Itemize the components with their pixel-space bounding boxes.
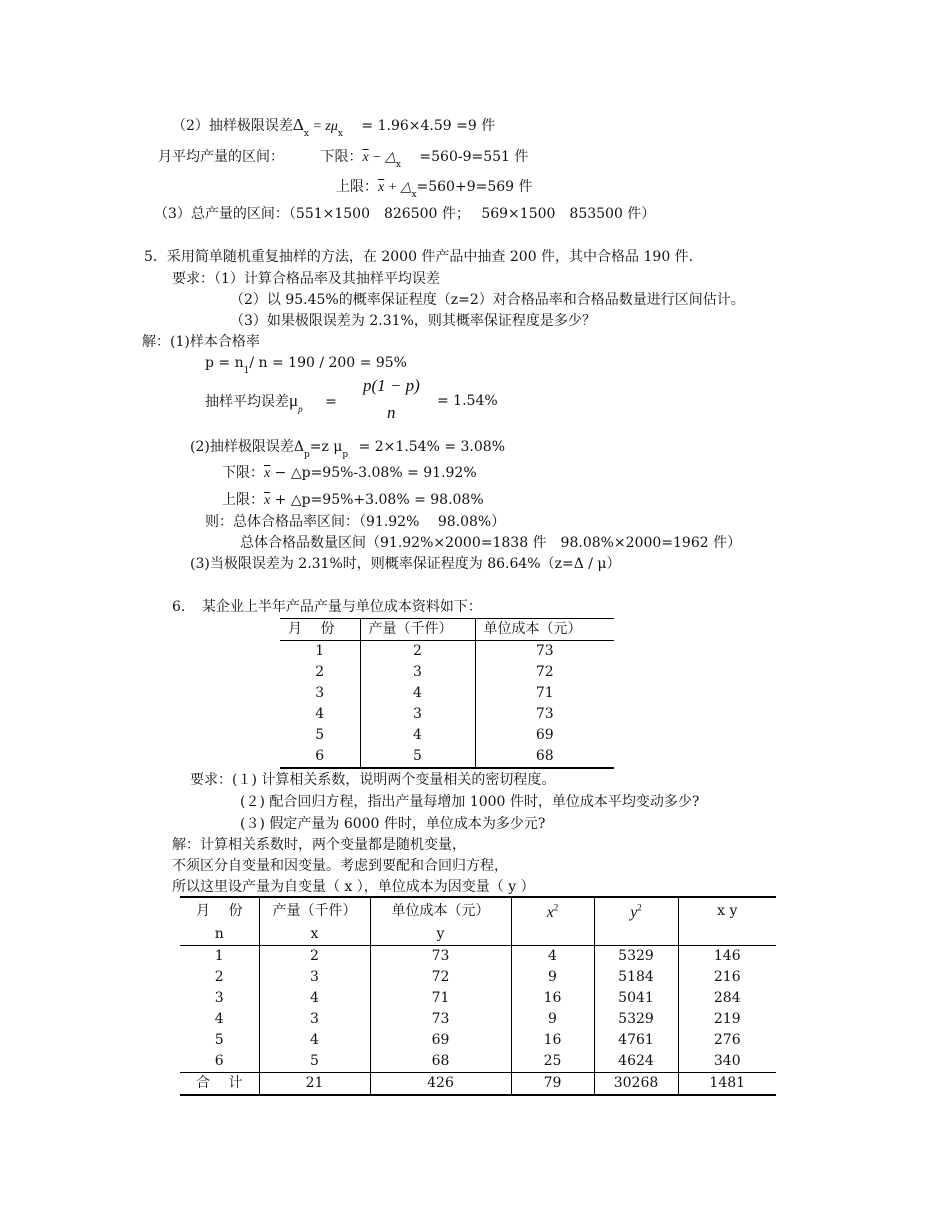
formula: = zμ — [308, 119, 338, 134]
cell: 5329 — [594, 1009, 678, 1030]
cell: 2 — [259, 946, 370, 968]
cell: 5 — [259, 1051, 370, 1073]
value: =560-9=551 件 — [419, 149, 529, 165]
cell: 21 — [259, 1073, 370, 1096]
cell: 2 — [360, 641, 475, 663]
problem5-req1: 要求：（1）计算合格品率及其抽样平均误差 — [172, 271, 440, 287]
col-header-y2 — [594, 897, 678, 924]
monthly-interval-line — [158, 148, 528, 168]
table-row — [280, 704, 614, 725]
cell: 4 — [259, 1030, 370, 1051]
table-row — [280, 641, 614, 663]
cell: 5 — [360, 746, 475, 768]
col-header: 产量（千件） — [259, 897, 370, 924]
cell: 6 — [214, 1053, 224, 1070]
xbar: $\overline{x}$ — [264, 466, 271, 481]
col-header: 单位成本（元） — [370, 897, 511, 924]
cell: 4 — [259, 988, 370, 1009]
col-header: 月 份 — [280, 619, 360, 641]
cell: 3 — [315, 685, 325, 701]
label: (2)抽样极限误差Δ — [190, 439, 304, 455]
cell: 216 — [678, 967, 776, 988]
cell: 2 — [214, 969, 224, 986]
data-table-1 — [280, 618, 614, 769]
label: 上限： — [222, 492, 264, 508]
cell: 3 — [259, 1009, 370, 1030]
subheader — [594, 924, 678, 946]
label: 抽样平均误差 — [205, 394, 289, 410]
cell: 68 — [370, 1051, 511, 1073]
problem6-req3: (３) 假定产量为 6000 件时，单位成本为多少元? — [240, 816, 546, 832]
cell: 4 — [360, 683, 475, 704]
label: （2）抽样极限误差 — [172, 118, 293, 134]
problem6-req2: (２) 配合回归方程，指出产量每增加 1000 件时，单位成本平均变动多少? — [240, 794, 700, 810]
subscript: x — [337, 129, 343, 139]
sample-rate-formula — [205, 354, 407, 374]
table-row — [280, 683, 614, 704]
col-header: 产量（千件） — [360, 619, 475, 641]
y-label: y — [630, 904, 638, 922]
cell: 1 — [214, 948, 224, 965]
cell: 3 — [360, 704, 475, 725]
subheader: y — [370, 924, 511, 946]
problem6-statement: 6． 某企业上半年产品产量与单位成本资料如下： — [172, 599, 482, 615]
cell: 71 — [370, 988, 511, 1009]
cell: 4761 — [594, 1030, 678, 1051]
xbar: $\overline{x}$ — [264, 493, 271, 508]
cell: 5184 — [594, 967, 678, 988]
formula-part: p = n — [205, 355, 244, 371]
subscript: x — [411, 190, 417, 200]
cell: 9 — [511, 1009, 594, 1030]
formula-part: / n = 190 / 200 = 95% — [249, 355, 407, 371]
subheader: x — [259, 924, 370, 946]
cell: 16 — [511, 1030, 594, 1051]
fraction-denominator: n — [387, 403, 396, 422]
cell: 340 — [678, 1051, 776, 1073]
lower-label: 下限： — [320, 149, 363, 165]
x-label: x — [546, 904, 554, 922]
cell: 3 — [360, 662, 475, 683]
formula: =z μ — [309, 439, 343, 455]
table-row — [180, 1009, 776, 1030]
upper-limit-line-p5 — [222, 491, 484, 510]
subscript: x — [395, 160, 401, 170]
subheader — [511, 924, 594, 946]
table-row — [280, 725, 614, 746]
upper-limit-line — [336, 178, 533, 198]
table-row — [180, 946, 776, 968]
cell: 9 — [511, 967, 594, 988]
total-interval-line: （3）总产量的区间：（551×1500 826500 件； 569×1500 853500 件） — [154, 206, 656, 222]
cell: 79 — [511, 1073, 594, 1096]
cell: 合 计 — [180, 1073, 259, 1096]
cell: 4 — [360, 725, 475, 746]
table-total-row — [180, 1073, 776, 1096]
table-row — [280, 662, 614, 683]
cell: 4624 — [594, 1051, 678, 1073]
cell: 16 — [511, 988, 594, 1009]
delta-symbol: Δ — [292, 115, 304, 134]
op: + △ — [384, 180, 412, 195]
subscript: x — [303, 129, 309, 139]
problem6-req1: 要求：(１) 计算相关系数，说明两个变量相关的密切程度。 — [190, 772, 556, 788]
rate-interval-line: 则：总体合格品率区间：（91.92% 98.08%） — [205, 514, 506, 530]
table-row — [280, 746, 614, 768]
label: 下限： — [222, 465, 264, 481]
subheader — [678, 924, 776, 946]
cell: 276 — [678, 1030, 776, 1051]
table-row — [180, 1051, 776, 1073]
cell: 71 — [475, 683, 614, 704]
lower-limit-line-p5 — [222, 464, 477, 483]
cell: 4 — [214, 1011, 224, 1028]
cell: 25 — [511, 1051, 594, 1073]
cell: 69 — [475, 725, 614, 746]
cell: 3 — [259, 967, 370, 988]
sampling-mean-error-line — [205, 392, 337, 412]
col-header: x y — [678, 897, 776, 924]
part3-line: (3)当极限误差为 2.31%时，则概率保证程度为 86.64%（z=Δ / μ） — [190, 556, 621, 572]
problem5-solution-head: 解：(1)样本合格率 — [142, 334, 260, 350]
subscript: p — [298, 404, 303, 414]
equals: = — [325, 394, 337, 410]
subscript: p — [303, 450, 310, 460]
col-header-x2 — [511, 897, 594, 924]
cell: 426 — [370, 1073, 511, 1096]
upper-label: 上限： — [336, 179, 378, 195]
table-row — [180, 988, 776, 1009]
data-table-2 — [180, 896, 776, 1096]
cell: 68 — [475, 746, 614, 768]
table-header-row — [280, 619, 614, 641]
count-interval-line: 总体合格品数量区间（91.92%×2000=1838 件 98.08%×2000=1962 件） — [240, 535, 742, 551]
cell: 73 — [370, 946, 511, 968]
value: − △p=95%-3.08% = 91.92% — [270, 465, 477, 481]
problem6-sol1: 解：计算相关系数时，两个变量都是随机变量， — [172, 837, 466, 853]
sampling-mean-error-value: = 1.54% — [437, 393, 498, 409]
cell: 5 — [315, 727, 325, 743]
value: + △p=95%+3.08% = 98.08% — [270, 492, 484, 508]
value: = 2×1.54% = 3.08% — [358, 439, 505, 455]
table-header-row — [180, 897, 776, 924]
cell: 219 — [678, 1009, 776, 1030]
value: = 1.96×4.59 =9 件 — [361, 118, 496, 134]
subscript: p — [342, 450, 349, 460]
mu-symbol: μ — [289, 391, 299, 410]
cell: 1 — [315, 643, 325, 659]
sup: 2 — [553, 903, 559, 913]
table-row — [180, 1030, 776, 1051]
problem5-req2: （2）以 95.45%的概率保证程度（z=2）对合格品率和合格品数量进行区间估计。 — [230, 292, 745, 308]
limit-error-line — [172, 116, 495, 137]
cell: 69 — [370, 1030, 511, 1051]
cell: 5 — [214, 1032, 224, 1049]
cell: 73 — [370, 1009, 511, 1030]
cell: 30268 — [594, 1073, 678, 1096]
cell: 1481 — [678, 1073, 776, 1096]
label: 月平均产量的区间： — [158, 149, 284, 165]
subheader: n — [180, 924, 259, 946]
cell: 3 — [214, 990, 224, 1007]
cell: 72 — [475, 662, 614, 683]
cell: 72 — [370, 967, 511, 988]
cell: 5329 — [594, 946, 678, 968]
cell: 5041 — [594, 988, 678, 1009]
cell: 73 — [475, 641, 614, 663]
table-subheader-row — [180, 924, 776, 946]
fraction-numerator: p(1 − p) — [363, 376, 420, 395]
xbar: $\overline{x}$ — [362, 150, 369, 165]
cell: 73 — [475, 704, 614, 725]
subscript: 1 — [243, 366, 250, 376]
xbar: $\overline{x}$ — [378, 180, 385, 195]
cell: 4 — [315, 706, 325, 722]
cell: 284 — [678, 988, 776, 1009]
problem6-sol3: 所以这里设产量为自变量（ x ），单位成本为因变量（ y ） — [172, 879, 535, 895]
cell: 146 — [678, 946, 776, 968]
sup: 2 — [637, 903, 642, 913]
problem5-req3: （3）如果极限误差为 2.31%，则其概率保证程度是多少？ — [230, 313, 596, 329]
value: =560+9=569 件 — [416, 179, 533, 195]
col-header: 月 份 — [196, 902, 243, 919]
cell: 6 — [315, 748, 325, 764]
op: − △ — [368, 150, 396, 165]
problem5-statement: 5．采用简单随机重复抽样的方法，在 2000 件产品中抽查 200 件，其中合格品 190 件. — [144, 249, 694, 265]
problem6-sol2: 不须区分自变量和因变量。考虑到要配和合回归方程， — [172, 858, 508, 874]
limit-error-line-p5 — [190, 438, 505, 458]
col-header: 单位成本（元） — [475, 619, 614, 641]
cell: 2 — [315, 664, 325, 680]
cell: 4 — [511, 946, 594, 968]
table-row — [180, 967, 776, 988]
